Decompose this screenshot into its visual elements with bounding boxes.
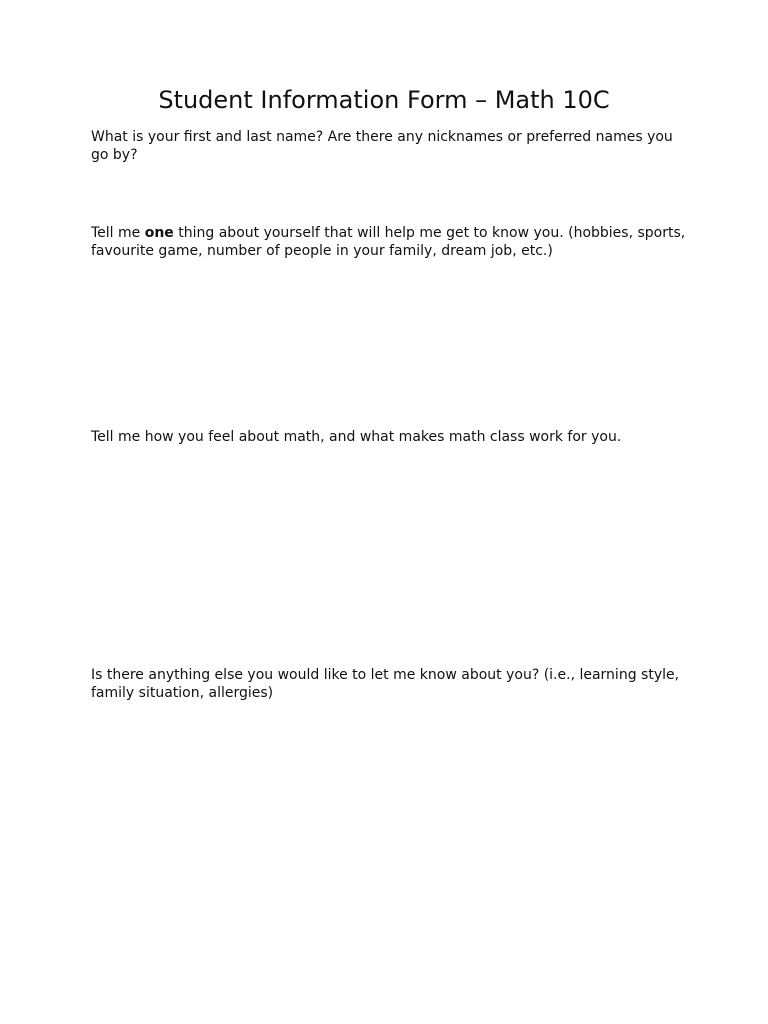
question-about-yourself bbox=[91, 224, 691, 260]
question-name: What is your first and last name? Are there any nicknames or preferred names you go by? bbox=[91, 129, 673, 163]
answer-space-name[interactable] bbox=[91, 168, 691, 218]
question-anything-else: Is there anything else you would like to let me know about you? (i.e., learning style, family situation, allergies) bbox=[91, 667, 680, 701]
answer-space-anything-else[interactable] bbox=[91, 704, 691, 1004]
answer-space-math-feelings[interactable] bbox=[91, 450, 691, 660]
question-about-yourself-emphasis: one bbox=[144, 225, 174, 241]
question-about-yourself-end: thing about yourself that will help me get to know you. (hobbies, sports, favourite game, number of people in your family, dream job, etc.) bbox=[91, 225, 686, 259]
form-title: Student Information Form – Math 10C bbox=[158, 86, 610, 114]
question-math-feelings: Tell me how you feel about math, and what makes math class work for you. bbox=[91, 429, 622, 445]
answer-space-about-yourself[interactable] bbox=[91, 262, 691, 422]
question-about-yourself-start: Tell me bbox=[91, 225, 145, 241]
